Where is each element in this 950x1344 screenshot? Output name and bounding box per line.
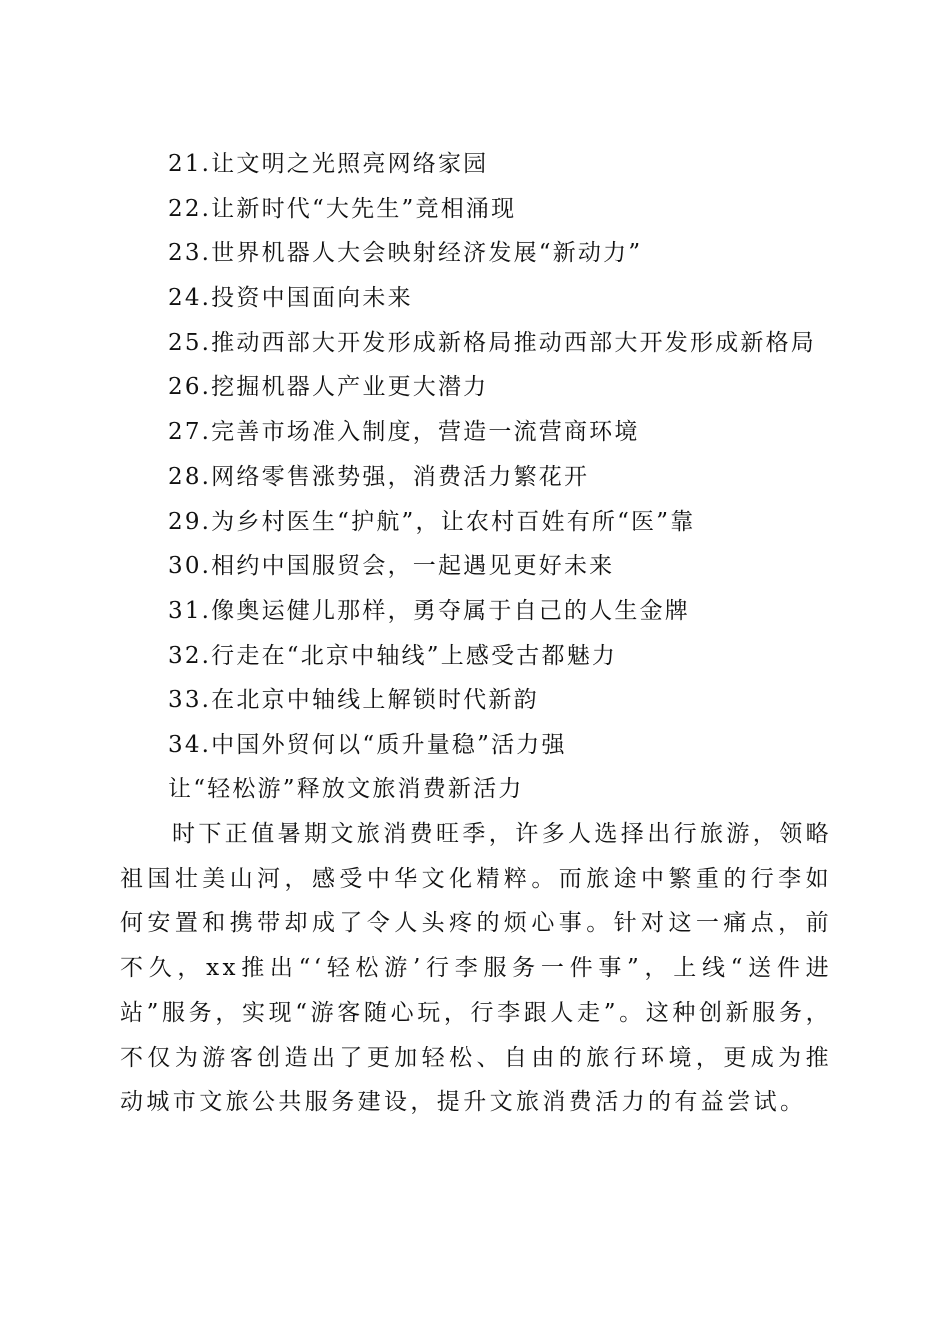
list-item: 24.投资中国面向未来 xyxy=(168,285,413,312)
list-item: 27.完善市场准入制度，营造一流营商环境 xyxy=(168,419,640,446)
list-item: 23.世界机器人大会映射经济发展“新动力” xyxy=(168,240,643,267)
list-item: 22.让新时代“大先生”竞相涌现 xyxy=(168,195,517,222)
list-item: 31.像奥运健儿那样，勇夺属于自己的人生金牌 xyxy=(168,597,690,624)
article-subtitle: 让“轻松游”释放文旅消费新活力 xyxy=(168,776,524,802)
list-item: 33.在北京中轴线上解锁时代新韵 xyxy=(168,687,539,714)
list-item: 21.让文明之光照亮网络家园 xyxy=(168,151,489,177)
list-item: 32.行走在“北京中轴线”上感受古都魅力 xyxy=(168,642,618,669)
list-item: 34.中国外贸何以“质升量稳”活力强 xyxy=(168,731,567,758)
title-list xyxy=(168,142,848,768)
list-item: 25.推动西部大开发形成新格局推动西部大开发形成新格局 xyxy=(168,329,816,356)
list-item: 26.挖掘机器人产业更大潜力 xyxy=(168,374,489,401)
list-item: 29.为乡村医生“护航”，让农村百姓有所“医”靠 xyxy=(168,508,696,535)
list-item: 28.网络零售涨势强，消费活力繁花开 xyxy=(168,463,590,490)
list-item: 30.相约中国服贸会，一起遇见更好未来 xyxy=(168,553,615,580)
article-paragraph: 时下正值暑期文旅消费旺季，许多人选择出行旅游，领略祖国壮美山河，感受中华文化精粹。而旅途中繁重的行李如何安置和携带却成了令人头疼的烦心事。针对这一痛点，前不久，xx推出“‘轻松游’行李服务一件事”，上线“送件进站”服务，实现“游客随心玩，行李跟人走”。这种创新服务，不仅为游客创造出了更加轻松、自由的旅行环境，更成为推动城市文旅公共服务建设，提升文旅消费活力的有益尝试。 xyxy=(120,821,832,1116)
